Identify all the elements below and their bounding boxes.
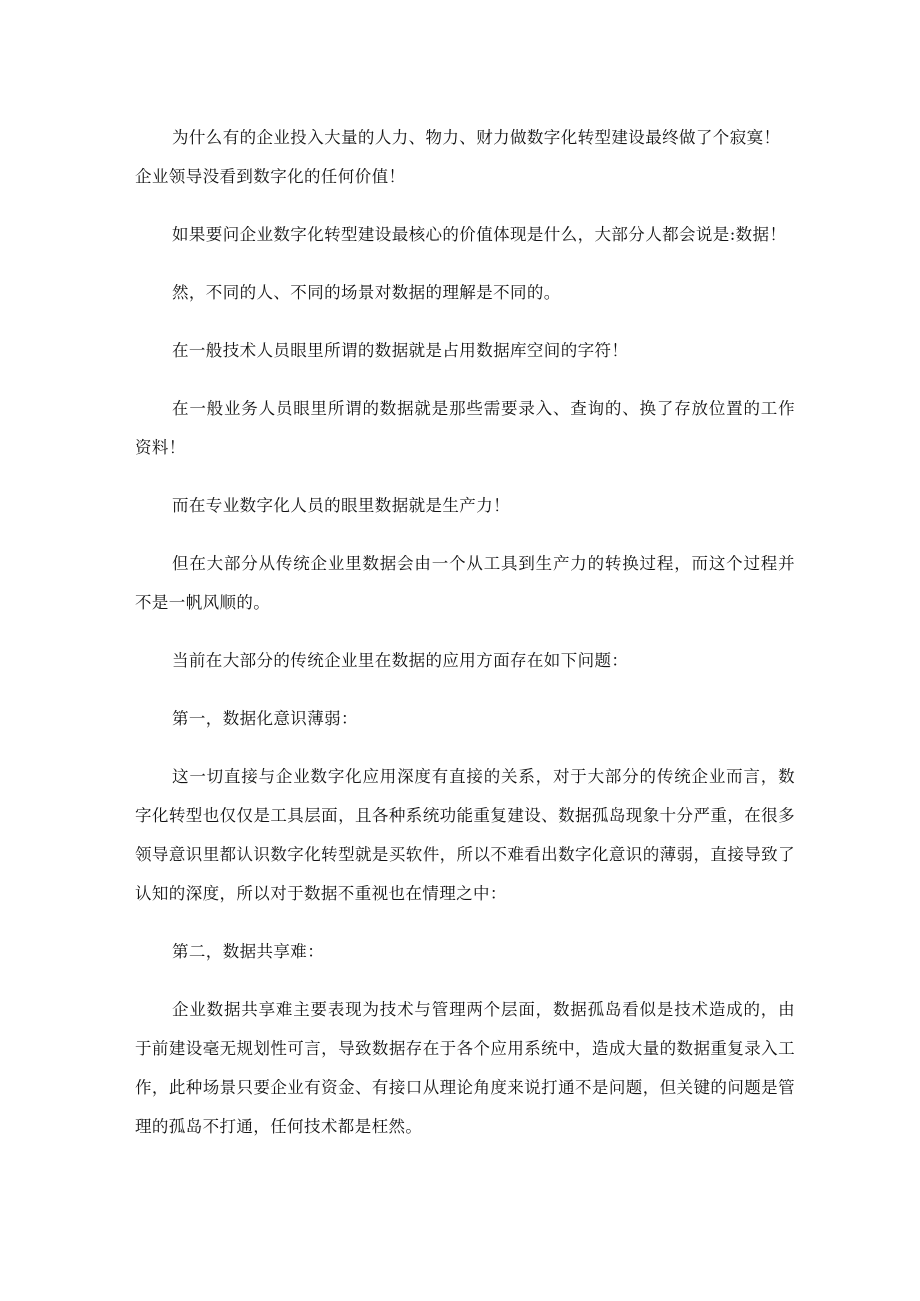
- paragraph: 然，不同的人、不同的场景对数据的理解是不同的。: [172, 283, 561, 302]
- paragraph: 但在大部分从传统企业里数据会由一个从工具到生产力的转换过程，而这个过程并不是一帆风顺的。: [135, 554, 795, 612]
- paragraph: 企业领导没看到数字化的任何价值！: [135, 167, 406, 186]
- paragraph: 第二，数据共享难：: [172, 942, 325, 961]
- paragraph: 在一般技术人员眼里所谓的数据就是占用数据库空间的字符！: [172, 341, 629, 360]
- paragraph: 第一，数据化意识薄弱：: [172, 709, 358, 728]
- paragraph: 当前在大部分的传统企业里在数据的应用方面存在如下问题：: [172, 651, 629, 670]
- paragraph: 为什么有的企业投入大量的人力、物力、财力做数字化转型建设最终做了个寂寞！: [172, 128, 781, 147]
- document-body: [135, 118, 795, 1165]
- paragraph: 如果要问企业数字化转型建设最核心的价值体现是什么，大部分人都会说是:数据！: [172, 225, 787, 244]
- paragraph: 而在专业数字化人员的眼里数据就是生产力！: [172, 496, 510, 515]
- paragraph: 这一切直接与企业数字化应用深度有直接的关系，对于大部分的传统企业而言，数字化转型也仅仅是工具层面，且各种系统功能重复建设、数据孤岛现象十分严重，在很多领导意识里都认识数字化转型就是买软件，所以不难看出数字化意识的薄弱，直接导致了认知的深度，所以对于数据不重视也在情理之中：: [135, 767, 795, 903]
- paragraph: 企业数据共享难主要表现为技术与管理两个层面，数据孤岛看似是技术造成的，由于前建设毫无规划性可言，导致数据存在于各个应用系统中，造成大量的数据重复录入工作，此种场景只要企业有资金、有接口从理论角度来说打通不是问题，但关键的问题是管理的孤岛不打通，任何技术都是枉然。: [135, 1000, 795, 1136]
- paragraph: 在一般业务人员眼里所谓的数据就是那些需要录入、查询的、换了存放位置的工作资料！: [135, 399, 795, 457]
